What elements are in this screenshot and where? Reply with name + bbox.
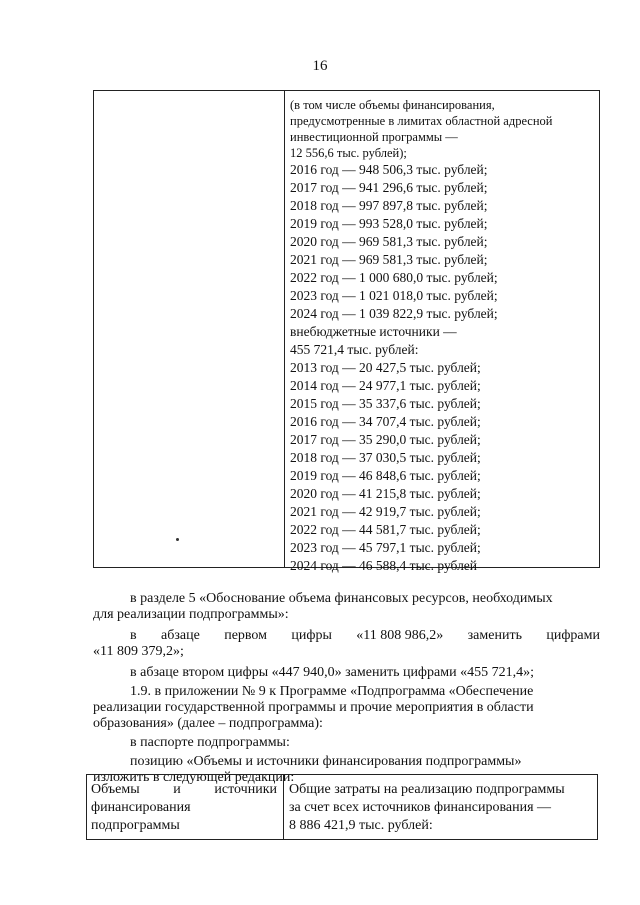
continued-table — [93, 90, 600, 573]
table-line: 2023 год — 45 797,1 тыс. рублей; — [290, 540, 481, 555]
table-line: 2020 год — 969 581,3 тыс. рублей; — [290, 234, 488, 249]
table-line: 2020 год — 41 215,8 тыс. рублей; — [290, 486, 481, 501]
word: Объемы — [91, 782, 140, 797]
value-line: Общие затраты на реализацию подпрограммы — [289, 782, 565, 797]
table-line: 2018 год — 997 897,8 тыс. рублей; — [290, 198, 488, 213]
word: абзаце — [161, 628, 200, 643]
table-column-divider — [283, 775, 284, 839]
paragraph-line: «11 809 379,2»; — [93, 644, 184, 659]
word: цифры — [291, 628, 332, 643]
financing-cell — [290, 97, 595, 575]
table-line: 2021 год — 969 581,3 тыс. рублей; — [290, 252, 488, 267]
table-line: внебюджетные источники — — [290, 324, 457, 339]
word: и — [173, 782, 181, 797]
table-line: 2022 год — 1 000 680,0 тыс. рублей; — [290, 270, 498, 285]
table-line: 2017 год — 35 290,0 тыс. рублей; — [290, 432, 481, 447]
table-line: 2024 год — 46 588,4 тыс. рублей — [290, 558, 478, 573]
paragraph-line: для реализации подпрограммы»: — [93, 607, 289, 622]
paragraph-line: позицию «Объемы и источники финансирования подпрограммы» — [130, 754, 522, 769]
table-line: предусмотренные в лимитах областной адресной — [290, 114, 553, 128]
table-line: 2015 год — 35 337,6 тыс. рублей; — [290, 396, 481, 411]
label-line: подпрограммы — [91, 818, 180, 833]
table-line: 2016 год — 948 506,3 тыс. рублей; — [290, 162, 488, 177]
value-line: 8 886 421,9 тыс. рублей: — [289, 818, 433, 833]
table-line: 2014 год — 24 977,1 тыс. рублей; — [290, 378, 481, 393]
table-line: инвестиционной программы — — [290, 130, 458, 144]
table-line: 2022 год — 44 581,7 тыс. рублей; — [290, 522, 481, 537]
word: первом — [224, 628, 268, 643]
position-value-cell — [289, 781, 595, 835]
word: в — [130, 628, 137, 643]
word: цифрами — [546, 628, 600, 643]
paragraph-line: реализации государственной программы и прочие мероприятия в области — [93, 700, 534, 715]
value-line: за счет всех источников финансирования — — [289, 800, 552, 815]
table-line: 2019 год — 993 528,0 тыс. рублей; — [290, 216, 488, 231]
paragraph-line: в паспорте подпрограммы: — [130, 735, 290, 750]
table-line: 2023 год — 1 021 018,0 тыс. рублей; — [290, 288, 498, 303]
word: «11 808 986,2» — [356, 628, 444, 643]
label-justified-line — [91, 781, 277, 799]
table-line: 2019 год — 46 848,6 тыс. рублей; — [290, 468, 481, 483]
page-number: 16 — [312, 58, 328, 74]
paragraph-justified-line — [130, 627, 600, 644]
table-line: 2013 год — 20 427,5 тыс. рублей; — [290, 360, 481, 375]
word: заменить — [467, 628, 522, 643]
table-line: 2024 год — 1 039 822,9 тыс. рублей; — [290, 306, 498, 321]
table-column-divider — [284, 91, 285, 567]
table-line: 2016 год — 34 707,4 тыс. рублей; — [290, 414, 481, 429]
table-line: 2018 год — 37 030,5 тыс. рублей; — [290, 450, 481, 465]
scan-speck — [176, 538, 179, 541]
word: источники — [214, 782, 277, 797]
table-line: 2017 год — 941 296,6 тыс. рублей; — [290, 180, 488, 195]
position-label-cell — [91, 781, 277, 835]
table-line: 455 721,4 тыс. рублей: — [290, 342, 419, 357]
table-line: (в том числе объемы финансирования, — [290, 98, 495, 112]
paragraph-line: изложить в следующей редакции: — [93, 770, 295, 785]
label-line: финансирования — [91, 800, 191, 815]
table-line: 2021 год — 42 919,7 тыс. рублей; — [290, 504, 481, 519]
paragraph-line: в разделе 5 «Обоснование объема финансовых ресурсов, необходимых — [130, 591, 553, 606]
new-edition-table — [86, 774, 598, 840]
paragraph-line: 1.9. в приложении № 9 к Программе «Подпрограмма «Обеспечение — [130, 684, 534, 699]
table-line: 12 556,6 тыс. рублей); — [290, 146, 407, 160]
paragraph-line: образования» (далее – подпрограмма): — [93, 716, 323, 731]
paragraph-line: в абзаце втором цифры «447 940,0» заменить цифрами «455 721,4»; — [130, 665, 534, 680]
